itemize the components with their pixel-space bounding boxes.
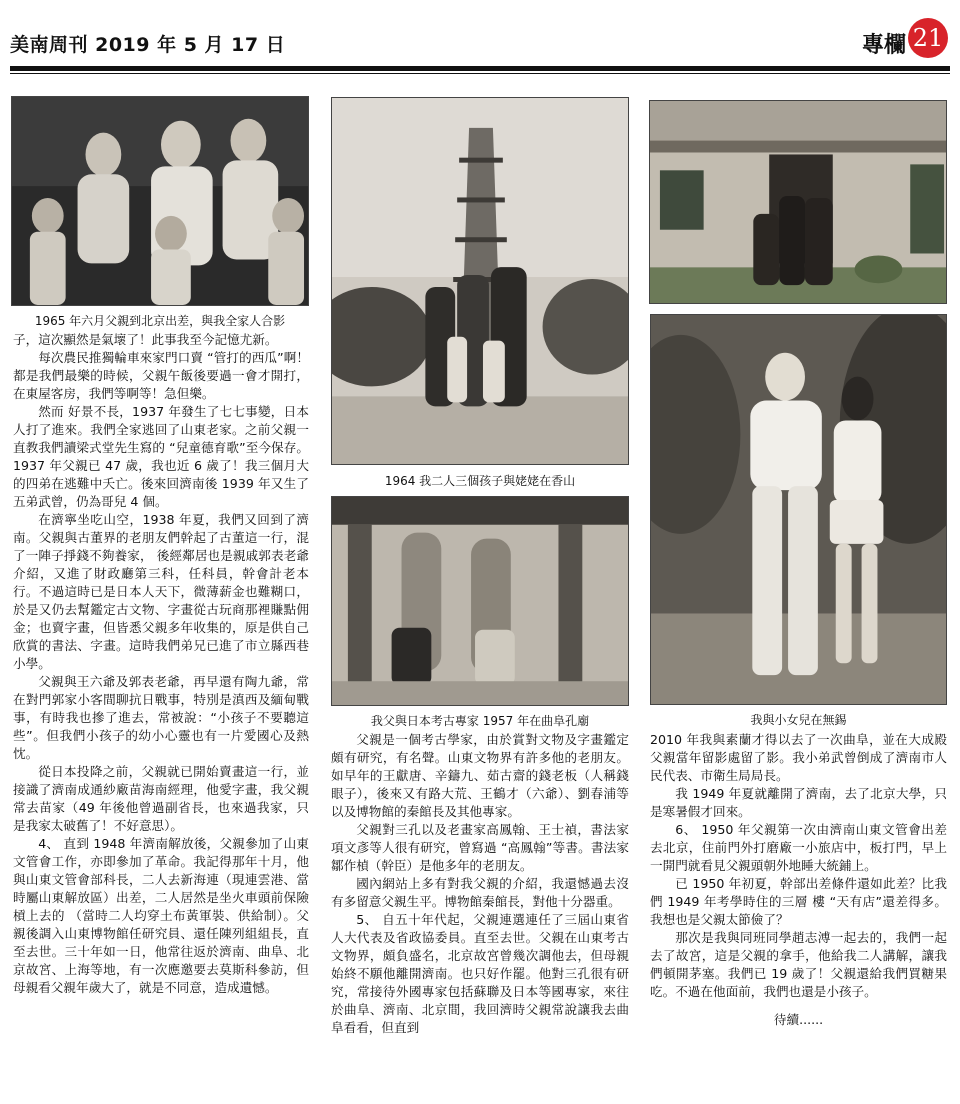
column-2-paragraph: 5、 自五十年代起，父親連選連任了三屆山東省人大代表及省政協委員。直至去世。父親在山東考古文物界，頗負盛名，北京故宮曾幾次調他去，但母親始終不願他離開濟南。也只好作罷。他對三孔很有研究，常接待外國專家包括蘇聯及日本等國專家，來往於曲阜、濟南、北京間，我回濟時父親常說讓我去曲阜看看，但直到 — [331, 912, 629, 1035]
article-column-1 — [13, 331, 309, 997]
to-be-continued: 待續...... — [773, 1012, 824, 1027]
column-3-paragraph: 6、 1950 年父親第一次由濟南山東文管會出差去北京，住前門外打磨廠一小旅店中，板打門，早上一開門就看見父親頭朝外地睡大統鋪上。 — [650, 822, 947, 873]
column-2-paragraph: 父親對三孔以及老畫家高鳳翰、王士禎，書法家項文彥等人很有研究，曾寫過 “高鳳翰”等書。書法家鄒作楨（幹臣）是他多年的老朋友。 — [331, 822, 629, 873]
column-3-paragraph: 那次是我與同班同學趙志溥一起去的，我們一起去了故宮，這是父親的拿手，他給我二人講解，讓我們頓開茅塞。我們已 19 歲了！父親還給我們買糖果吃。不過在他面前，我們也還是小孩子。 — [650, 930, 947, 999]
column-1-paragraph: 子，這次顯然是氣壞了！此事我至今記憶尤新。 — [13, 332, 278, 347]
photo-qufu-temple — [331, 496, 629, 706]
column-1-paragraph: 從日本投降之前，父親就已開始賣畫這一行，並接識了濟南成通紗廠苗海南經理，他愛字畫，我父親常去苗家（49 年後他曾過副省長，也來過我家，只是我家太破舊了！不好意思）。 — [13, 764, 309, 833]
caption-family-portrait: 1965 年六月父親到北京出差，與我全家人合影 — [34, 314, 286, 328]
caption-xiangshan-pagoda: 1964 我二人三個孩子與姥姥在香山 — [384, 474, 576, 488]
photo-family-portrait — [11, 96, 309, 306]
column-3-paragraph: 2010 年我與素蘭才得以去了一次曲阜，並在大成殿父親當年留影處留了影。我小弟武曾倒成了濟南市人民代表、市衛生局局長。 — [650, 732, 947, 783]
photo-xiangshan-pagoda — [331, 97, 629, 465]
column-1-paragraph: 父親與王六爺及郭表老爺，再早還有陶九爺，常在對門郭家小客間聊抗日戰事，特別是滇西及緬甸戰事，有時我也摻了進去，常被說：“小孩子不要聽這些”。但我們小孩子的幼小心靈也有一片愛國心及熱忱。 — [13, 674, 309, 761]
column-2-paragraph: 父親是一個考古學家，由於賞對文物及字畫鑑定頗有研究，有名聲。山東文物界有許多他的老朋友。如早年的王獻唐、辛鑄九、茹古齋的錢老板（人稱錢眼子），後來又有路大荒、王鶴才（六爺）、劉春浦等以及博物館的秦館長及其他專家。 — [331, 732, 629, 819]
caption-father-daughter: 我與小女兒在無錫 — [750, 713, 847, 727]
column-2-paragraph: 國內網站上多有對我父親的介紹，我還憾過去沒有多留意父親生平。博物館秦館長，對他十分器重。 — [331, 876, 629, 909]
page-number-badge: 21 — [908, 18, 948, 58]
section-title: 專欄 — [861, 33, 906, 58]
column-1-paragraph: 在濟寧坐吃山空，1938 年夏，我們又回到了濟南。父親與古董界的老朋友們幹起了古董這一行，混了一陣子掙錢不夠養家， 後經鄰居也是親戚郭表老爺介紹，又進了財政廳第三科，任科員，幹會計老本行。不過這時已是日本人天下，微薄薪金也難糊口，於是又仍去幫鑑定古文物、字畫從古玩商那裡賺點佣金；也賣字畫，但皆悉父親多年收集的，原是供自己欣賞的書法、字畫。這時我們弟兄已進了市立縣西巷小學。 — [13, 512, 309, 671]
photo-father-daughter — [650, 314, 947, 705]
column-3-paragraph: 我 1949 年夏就離開了濟南，去了北京大學，只是寒暑假才回來。 — [650, 786, 947, 819]
page-header — [0, 0, 960, 80]
article-column-2 — [331, 731, 629, 1037]
column-1-paragraph: 4、 直到 1948 年濟南解放後，父親參加了山東文管會工作，亦即參加了革命。我記得那年十月，他與山東文管會部科長，二人去新海連（現連雲港、當時屬山東解放區）出差，二人居然是坐火車頭前保險槓上去的 （當時二人均穿土布黃軍裝、供給制）。父親後調入山東博物館任研究員、還任陳列組組長，直至去世。三十年如一日，他常往返於濟南、曲阜、北京故宮、上海等地，有一次應邀要去莫斯科參訪，但母親看父親年歲大了，就是不同意，造成遺憾。 — [13, 836, 309, 995]
masthead: 美南周刊 2019 年 5 月 17 日 — [10, 34, 286, 56]
header-rule — [10, 66, 950, 71]
column-1-paragraph: 然而 好景不長，1937 年發生了七七事變，日本人打了進來。我們全家逃回了山東老家。之前父親一直教我們讀梁式堂先生寫的 “兒童德育歌”至今保存。1937 年父親已 47 歲，我也近 6 歲了！我三個月大的四弟在逃難中夭亡。後來回濟南後 1939 年又生了五弟武曾，仍為哥兒 4 個。 — [13, 404, 309, 509]
column-3-paragraph: 已 1950 年初夏，幹部出差條件還如此差？比我們 1949 年考學時住的三層 樓 “天有店”還差得多。我想也是父親太節儉了？ — [650, 876, 947, 927]
photo-house-three-people — [649, 100, 947, 304]
caption-qufu-temple: 我父與日本考古專家 1957 年在曲阜孔廟 — [370, 714, 590, 728]
column-1-paragraph: 每次農民推獨輪車來家門口賣 “管打的西瓜”啊！都是我們最樂的時候，父親午飯後要過一會才開打，在東屋客房，我們等啊等！急但樂。 — [13, 350, 309, 401]
header-rule-thin — [10, 73, 950, 74]
article-column-3 — [650, 731, 947, 1029]
